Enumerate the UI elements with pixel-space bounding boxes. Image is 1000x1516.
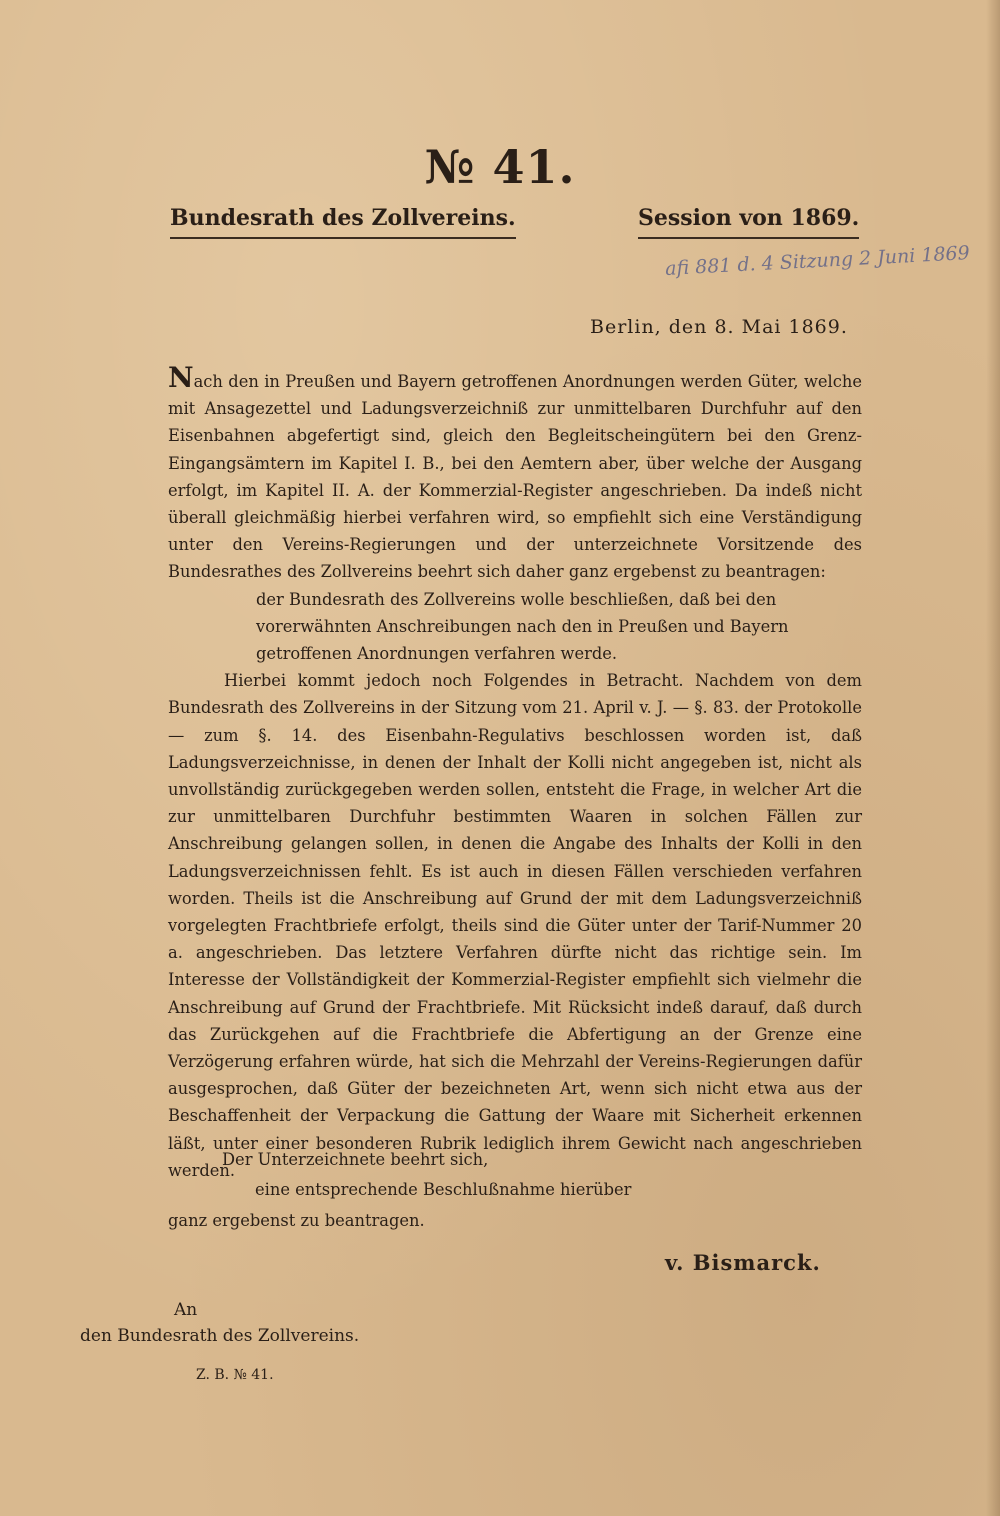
address-line-1: An [174, 1300, 198, 1320]
date-line: Berlin, den 8. Mai 1869. [590, 316, 848, 338]
closing-line-2: eine entsprechende Beschlußnahme hierüber [255, 1180, 632, 1199]
closing-line-3: ganz ergebenst zu beantragen. [168, 1211, 425, 1230]
body-text [168, 361, 862, 1184]
motion-text: der Bundesrath des Zollvereins wolle beschließen, daß bei den vorerwähnten Anschreibungen nach den in Preußen und Bayern getroffenen Anordnungen verfahren werde. [256, 589, 789, 664]
handwritten-note: afi 881 d. 4 Sitzung 2 Juni 1869 [664, 242, 971, 280]
document-number: № 41. [424, 140, 576, 194]
dropcap: N [168, 361, 194, 394]
address-line-2: den Bundesrath des Zollvereins. [80, 1326, 360, 1346]
paragraph-1 [168, 361, 862, 586]
footer-reference: Z. B. № 41. [196, 1367, 274, 1383]
paragraph-1-text: ach den in Preußen und Bayern getroffenen Anordnungen werden Güter, welche mit Ansagezettel und Ladungsverzeichniß zur unmittelbaren Durchfuhr auf den Eisenbahnen abgefertigt sind, gleich den Begleitscheingütern bei den Grenz-Eingangsämtern im Kapitel I. B., bei den Aemtern aber, über welche der Ausgang erfolgt, im Kapitel II. A. der Kommerzial-Register angeschrieben. Da indeß nicht überall gleichmäßig hierbei verfahren wird, so empfiehlt sich eine Verständigung unter den Vereins-Regierungen und der unterzeichnete Vorsitzende des Bundesrathes des Zollvereins beehrt sich daher ganz ergebenst zu beantragen: [168, 372, 862, 582]
header-left: Bundesrath des Zollvereins. [170, 205, 516, 239]
header-right: Session von 1869. [638, 205, 859, 239]
page-edge-shadow [986, 0, 1000, 1516]
signature: v. Bismarck. [665, 1250, 821, 1275]
closing-line-1: Der Unterzeichnete beehrt sich, [222, 1150, 489, 1169]
paragraph-2: Hierbei kommt jedoch noch Folgendes in Betracht. Nachdem von dem Bundesrath des Zollvereins in der Sitzung vom 21. April v. J. — §. 83. der Protokolle — zum §. 14. des Eisenbahn-Regulativs beschlossen worden ist, daß Ladungsverzeichnisse, in denen der Inhalt der Kolli nicht angegeben ist, nicht als unvollständig zurückgegeben werden sollen, entsteht die Frage, in welcher Art die zur unmittelbaren Durchfuhr bestimmten Waaren in solchen Fällen zur Anschreibung gelangen sollen, in denen die Angabe des Inhalts der Kolli in den Ladungsverzeichnissen fehlt. Es ist auch in diesen Fällen verschieden verfahren worden. Theils ist die Anschreibung auf Grund der mit dem Ladungsverzeichniß vorgelegten Frachtbriefe erfolgt, theils sind die Güter unter der Tarif-Nummer 20 a. angeschrieben. Das letztere Verfahren dürfte nicht das richtige sein. Im Interesse der Vollständigkeit der Kommerzial-Register empfiehlt sich vielmehr die Anschreibung auf Grund der Frachtbriefe. Mit Rücksicht indeß darauf, daß durch das Zurückgehen auf die Frachtbriefe die Abfertigung an der Grenze eine Verzögerung erfahren würde, hat sich die Mehrzahl der Vereins-Regierungen dafür ausgesprochen, daß Güter der bezeichneten Art, wenn sich nicht etwa aus der Beschaffenheit der Verpackung die Gattung der Waare mit Sicherheit erkennen läßt, unter einer besonderen Rubrik lediglich ihrem Gewicht nach angeschrieben werden. [168, 671, 862, 1180]
